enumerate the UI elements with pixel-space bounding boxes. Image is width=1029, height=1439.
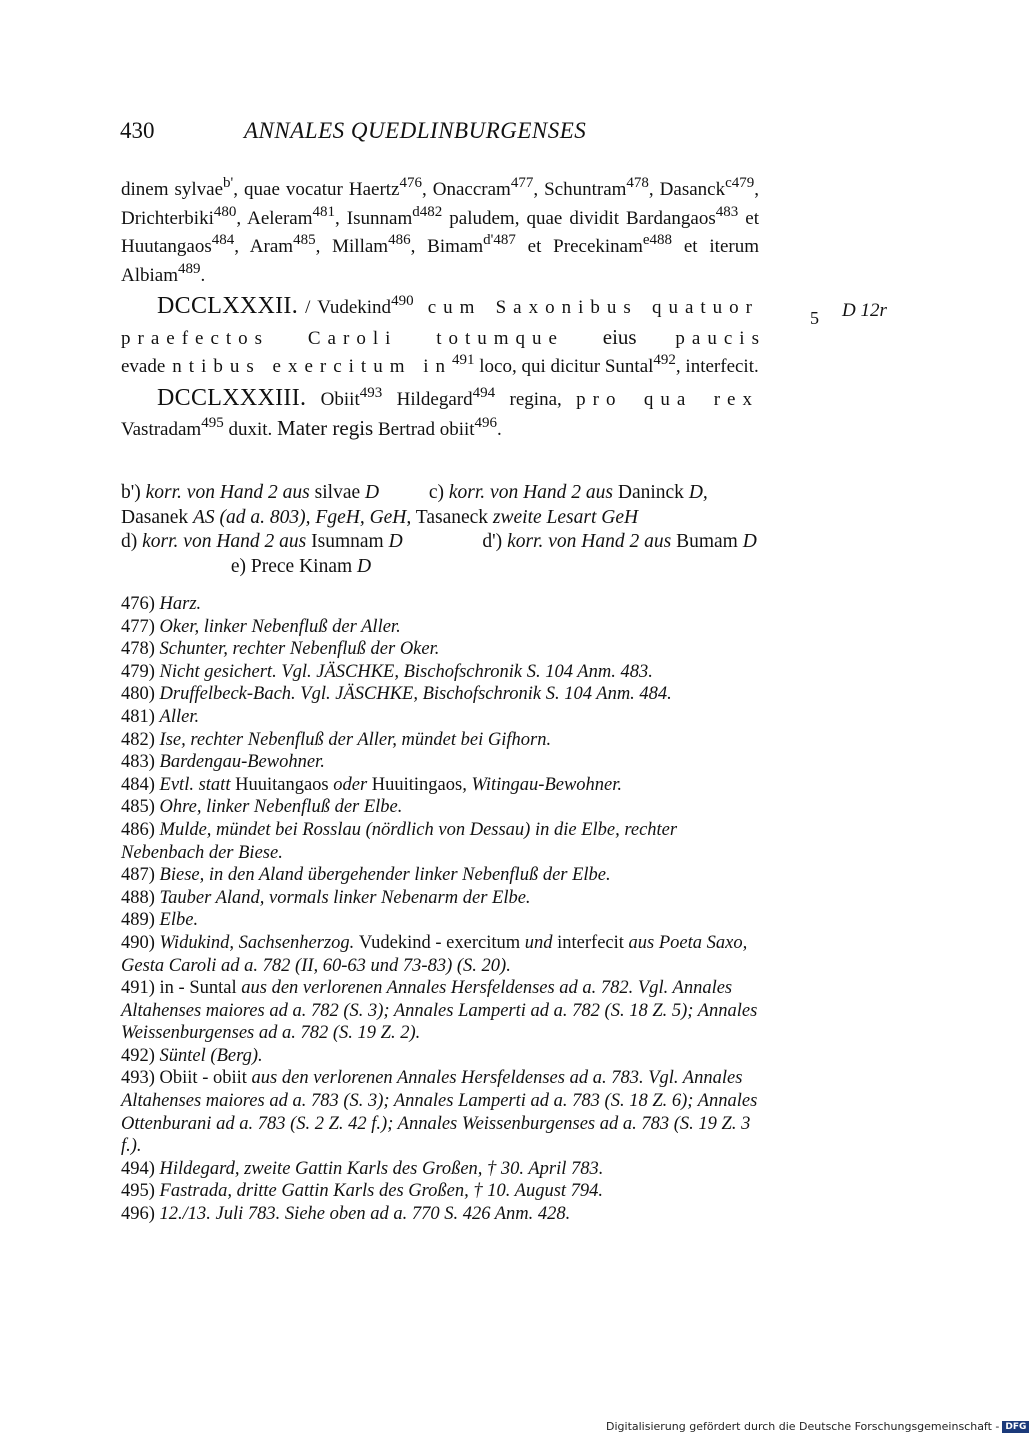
text-segment: duxit. (223, 419, 278, 440)
footnote-481: 481) Aller. (121, 706, 200, 727)
note-ref: 489 (178, 260, 201, 277)
text-segment: , quae vocatur Haertz (233, 179, 400, 200)
footnote-482: 482) Ise, rechter Nebenfluß der Aller, mündet bei Gifhorn. (121, 729, 552, 750)
footnote-495: 495) Fastrada, dritte Gattin Karls des Großen, † 10. August 794. (121, 1181, 604, 1202)
funding-credit (606, 1420, 1029, 1433)
note-ref: 493 (359, 384, 383, 401)
note-ref: 484 (211, 232, 235, 248)
text-segment: , Bimam (410, 236, 484, 257)
footnote-490: 490) Widukind, Sachsenherzog. Vudekind - exercitum und interfecit aus Poeta Saxo, Gesta Caroli ad a. 782 (II, 60-63 und 73-83) (S. 20). (121, 932, 748, 976)
footnote-477: 477) Oker, linker Nebenfluß der Aller. (121, 616, 401, 637)
line-number: 5 (810, 308, 819, 328)
apparatus-ref: b' (223, 175, 234, 191)
note-ref: 491 (452, 352, 475, 368)
footnote-485: 485) Ohre, linker Nebenfluß der Elbe. (121, 797, 403, 818)
edition-text (121, 176, 759, 445)
text-segment: eius (602, 324, 637, 349)
note-ref: c479 (725, 175, 755, 191)
text-segment: pro qua rex (576, 388, 759, 410)
text-segment: dinem sylvae (121, 179, 224, 200)
text-segment: s evad (121, 327, 759, 377)
text-paragraph-continuation (121, 176, 759, 290)
text-segment: Obiit (306, 388, 360, 410)
note-ref: d'487 (483, 232, 516, 248)
year-heading: DCCLXXXIII. (157, 384, 307, 411)
text-segment: , Aeleram (236, 207, 313, 229)
text-segment: , Onaccram (422, 179, 511, 200)
text-segment: Mater regis (277, 416, 374, 440)
text-segment: Bertrad obiit (373, 419, 475, 440)
footnote-491: 491) in - Suntal aus den verlorenen Annales Hersfeldenses ad a. 782. Vgl. Annales Altahenses maiores ad a. 782 (S. 3); Annales Lamperti ad a. 782 (S. 18 Z. 5); Annales Weissenburgenses ad a. 782 (S. 19 Z. 2). (121, 978, 758, 1044)
footnote-493: 493) Obiit - obiit aus den verlorenen Annales Hersfeldenses ad a. 783. Vgl. Annales Altahenses maiores ad a. 783 (S. 3); Annales Lamperti ad a. 783 (S. 18 Z. 6); Annales Ottenburani ad a. 783 (S. 2 Z. 42 f.); Annales Weissenburgenses ad a. 783 (S. 19 Z. 3 f.). (121, 1068, 758, 1157)
text-segment: Hildegard (382, 388, 473, 410)
text-segment: cum Saxonibus quatuor praefectos Caroli totumque (121, 297, 759, 349)
apparatus-entry-e: e) Prece Kinam D (230, 555, 372, 577)
note-ref: 486 (388, 232, 411, 248)
note-ref: 480 (213, 203, 237, 220)
text-segment: , Drichterbiki (121, 179, 760, 229)
note-ref: 483 (715, 203, 739, 220)
apparatus-entry-d: d) korr. von Hand 2 aus Isumnam D (121, 531, 403, 552)
note-ref: 490 (391, 293, 414, 309)
text-segment: , interfecit. (675, 356, 759, 377)
text-segment: entibus exercitum in (156, 356, 453, 377)
footnote-489: 489) Elbe. (121, 910, 199, 931)
footnote-484: 484) Evtl. statt Huuitangaos oder Huuitingaos, Witingau-Bewohner. (121, 774, 623, 795)
folio-reference: D 12r (842, 300, 887, 321)
text-segment: , Aram (234, 236, 294, 257)
footnote-494: 494) Hildegard, zweite Gattin Karls des Großen, † 30. April 783. (121, 1158, 604, 1179)
note-ref: 477 (510, 175, 534, 191)
text-segment: regina, (495, 388, 577, 410)
footnote-479: 479) Nicht gesichert. Vgl. JÄSCHKE, Bischofschronik S. 104 Anm. 483. (121, 661, 653, 682)
apparatus-entry-d-prime: d') korr. von Hand 2 aus Bumam D (482, 531, 757, 552)
annal-entry-783 (121, 384, 759, 445)
text-segment: paludem, quae dividit Bardangaos (442, 207, 716, 229)
text-segment: . (200, 264, 206, 286)
text-segment: et iterum Albiam (121, 236, 760, 286)
note-ref: 492 (653, 352, 676, 368)
note-ref: 485 (293, 232, 316, 248)
text-segment: Vastradam (121, 419, 202, 440)
footnote-478: 478) Schunter, rechter Nebenfluß der Oker. (121, 639, 440, 660)
footnote-492: 492) Süntel (Berg). (121, 1045, 263, 1066)
text-segment: et Huutangaos (121, 207, 760, 257)
footnote-476: 476) Harz. (121, 594, 202, 614)
text-segment: loco, qui dicitur Suntal (474, 356, 654, 377)
apparatus-entry-b: b') korr. von Hand 2 aus silvae D (121, 482, 380, 503)
text-segment: . (497, 419, 502, 440)
text-segment: , Schuntram (533, 179, 627, 200)
critical-apparatus (121, 481, 761, 579)
note-ref: 494 (472, 384, 496, 401)
note-ref: e488 (642, 232, 673, 248)
running-head: ANNALES QUEDLINBURGENSES (244, 118, 587, 143)
text-segment: / Vudekind (298, 297, 392, 318)
text-segment: et Precekinam (515, 236, 643, 257)
footnotes (121, 593, 761, 1226)
note-ref: d482 (412, 203, 443, 220)
funding-credit-text: Digitalisierung gefördert durch die Deutsche Forschungsgemeinschaft - (606, 1420, 1000, 1433)
text-segment: , Isunnam (335, 207, 413, 229)
note-ref: 478 (626, 175, 649, 191)
note-ref: 481 (312, 203, 336, 220)
apparatus-entry-c: c) korr. von Hand 2 aus Daninck D, Dasanek AS (ad a. 803), FgeH, GeH, Tasaneck zweite Lesart GeH (121, 482, 708, 528)
page-number: 430 (120, 118, 155, 143)
note-ref: 496 (474, 415, 498, 431)
footnote-488: 488) Tauber Aland, vormals linker Nebenarm der Elbe. (121, 887, 531, 908)
note-ref: 476 (399, 175, 422, 191)
text-segment: pauci (636, 327, 752, 349)
note-ref: 495 (201, 415, 224, 431)
annal-entry-782 (121, 292, 759, 382)
dfg-logo: DFG (1002, 1421, 1029, 1433)
footnote-483: 483) Bardengau-Bewohner. (121, 752, 325, 773)
footnote-480: 480) Druffelbeck-Bach. Vgl. JÄSCHKE, Bischofschronik S. 104 Anm. 484. (121, 684, 672, 705)
footnote-496: 496) 12./13. Juli 783. Siehe oben ad a. 770 S. 426 Anm. 428. (121, 1204, 571, 1225)
text-segment: , Dasanck (648, 179, 726, 200)
text-segment: , Millam (315, 236, 389, 257)
footnote-487: 487) Biese, in den Aland übergehender linker Nebenfluß der Elbe. (121, 865, 611, 886)
footnote-486: 486) Mulde, mündet bei Rosslau (nördlich von Dessau) in die Elbe, rechter Nebenbach der Biese. (121, 819, 678, 863)
year-heading: DCCLXXXII. (157, 293, 298, 319)
